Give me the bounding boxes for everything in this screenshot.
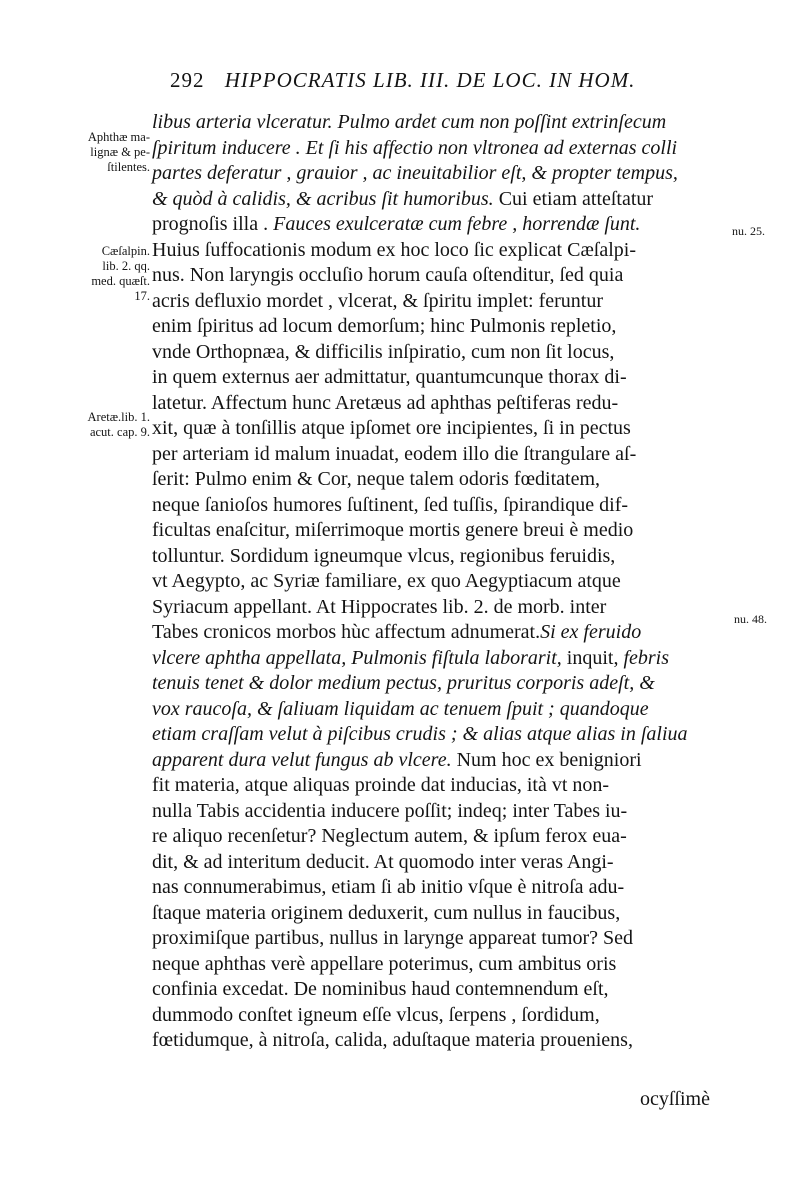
text-line bbox=[152, 952, 722, 978]
margin-line: ſtilentes. bbox=[107, 160, 150, 174]
roman-run: dummodo conſtet igneum eſſe vlcus, ſerpens , ſordidum, bbox=[152, 1003, 600, 1026]
text-line bbox=[152, 391, 722, 417]
text-line bbox=[152, 314, 722, 340]
running-title: HIPPOCRATIS LIB. III. DE LOC. IN HOM. bbox=[224, 68, 636, 92]
text-line bbox=[152, 977, 722, 1003]
italic-run: etiam craſſam velut à piſcibus crudis ; & alias atque alias in ſaliua bbox=[152, 723, 688, 745]
margin-ref-48: nu. 48. bbox=[734, 612, 767, 626]
margin-line: Aphthæ ma- bbox=[87, 130, 150, 144]
italic-run: vox raucoſa, & ſaliuam liquidam ac tenuem ſpuit ; quandoque bbox=[152, 697, 649, 720]
roman-run: Cui etiam atteſtatur bbox=[493, 187, 654, 210]
margin-line: lignæ & pe- bbox=[90, 145, 150, 159]
text-line bbox=[152, 238, 722, 264]
roman-run: neque ſanioſos humores ſuſtinent, ſed tuſſis, ſpirandique dif- bbox=[152, 493, 629, 516]
text-line bbox=[152, 773, 722, 799]
roman-run: Huius ſuffocationis modum ex hoc loco ſic explicat Cæſalpi- bbox=[152, 238, 636, 261]
text-line bbox=[152, 901, 722, 927]
roman-run: latetur. Affectum hunc Aretæus ad aphthas peſtiferas redu- bbox=[152, 391, 619, 414]
margin-line: med. quæſt. bbox=[91, 274, 150, 288]
text-line bbox=[152, 518, 722, 544]
italic-run: vlcere aphtha appellata, Pulmonis fiſtula laborarit, bbox=[152, 646, 562, 669]
text-line bbox=[152, 263, 722, 289]
margin-line: acut. cap. 9. bbox=[89, 425, 150, 439]
roman-run: acris defluxio mordet , vlcerat, & ſpiritu implet: feruntur bbox=[152, 289, 603, 312]
text-line bbox=[152, 1028, 722, 1054]
roman-run: re aliquo recenſetur? Neglectum autem, & ipſum ferox eua- bbox=[152, 825, 627, 847]
text-line bbox=[152, 467, 722, 493]
roman-run: per arteriam id malum inuadat, eodem illo die ſtrangulare aſ- bbox=[152, 442, 637, 465]
roman-run: ſerit: Pulmo enim & Cor, neque talem odoris fœditatem, bbox=[152, 468, 601, 490]
roman-run: vnde Orthopnæa, & difficilis inſpiratio, cum non ſit locus, bbox=[152, 340, 615, 363]
roman-run: ſtaque materia originem deduxerit, cum nullus in faucibus, bbox=[152, 901, 621, 924]
roman-run: proximiſque partibus, nullus in larynge appareat tumor? Sed bbox=[152, 927, 633, 949]
roman-run: dit, & ad interitum deducit. At quomodo inter veras Angi- bbox=[152, 850, 614, 873]
text-line bbox=[152, 340, 722, 366]
text-line bbox=[152, 161, 722, 187]
roman-run: enim ſpiritus ad locum demorſum; hinc Pulmonis repletio, bbox=[152, 315, 617, 337]
text-line bbox=[152, 697, 722, 723]
text-line bbox=[152, 824, 722, 850]
text-line bbox=[152, 187, 722, 213]
roman-run: nus. Non laryngis occluſio horum cauſa oſtenditur, ſed quia bbox=[152, 264, 624, 286]
text-line bbox=[152, 671, 722, 697]
roman-run: ficultas enaſcitur, miſerrimoque mortis genere breui è medio bbox=[152, 519, 634, 541]
roman-run: nas connumerabimus, etiam ſi ab initio vſque è nitroſa adu- bbox=[152, 876, 625, 898]
text-line bbox=[152, 416, 722, 442]
italic-run: partes deferatur , grauior , ac ineuitabilior eſt, & propter tempus, bbox=[152, 162, 678, 184]
roman-run: prognoſis illa . bbox=[152, 213, 274, 235]
roman-run: vt Aegypto, ac Syriæ familiare, ex quo Aegyptiacum atque bbox=[152, 570, 621, 592]
text-line bbox=[152, 799, 722, 825]
margin-line: Cæſalpin. bbox=[101, 244, 150, 258]
roman-run: Tabes cronicos morbos hùc affectum adnumerat. bbox=[152, 621, 541, 643]
roman-run: Num hoc ex benigniori bbox=[451, 748, 642, 771]
italic-run: & quòd à calidis, & acribus ſit humoribus. bbox=[152, 187, 494, 210]
text-line bbox=[152, 748, 722, 774]
margin-note-aretaeus bbox=[88, 410, 151, 440]
text-line bbox=[152, 875, 722, 901]
catchword: ocyſſimè bbox=[640, 1088, 710, 1110]
roman-run: xit, quæ à tonſillis atque ipſomet ore incipientes, ſi in pectus bbox=[152, 417, 631, 439]
roman-run: fœtidumque, à nitroſa, calida, aduſtaque materia proueniens, bbox=[152, 1029, 633, 1051]
margin-note-caesalpin bbox=[91, 244, 150, 304]
italic-run: libus arteria vlceratur. Pulmo ardet cum non poſſint extrinſecum bbox=[152, 111, 667, 133]
text-line bbox=[152, 722, 722, 748]
text-line bbox=[152, 365, 722, 391]
roman-run: inquit, bbox=[561, 646, 624, 669]
roman-run: neque aphthas verè appellare poterimus, cum ambitus oris bbox=[152, 952, 617, 975]
text-line bbox=[152, 110, 722, 136]
text-line bbox=[152, 544, 722, 570]
margin-ref-25: nu. 25. bbox=[732, 224, 765, 238]
text-line bbox=[152, 1003, 722, 1029]
italic-run: febris bbox=[623, 646, 670, 669]
roman-run: nulla Tabis accidentia inducere poſſit; indeq; inter Tabes iu- bbox=[152, 799, 628, 822]
margin-line: 17. bbox=[134, 289, 150, 303]
page-number: 292 bbox=[170, 68, 205, 92]
text-line bbox=[152, 595, 722, 621]
text-line bbox=[152, 493, 722, 519]
margin-note-aphthae bbox=[88, 130, 150, 175]
roman-run: tolluntur. Sordidum igneumque vlcus, regionibus feruidis, bbox=[152, 544, 616, 567]
margin-line: Aretæ.lib. 1. bbox=[87, 410, 150, 424]
italic-run: ſpiritum inducere . Et ſi his affectio non vltronea ad externas colli bbox=[152, 136, 678, 159]
roman-run: in quem externus aer admittatur, quantumcunque thorax di- bbox=[152, 366, 627, 388]
text-line bbox=[152, 569, 722, 595]
text-line bbox=[152, 289, 722, 315]
italic-run: apparent dura velut fungus ab vlcere. bbox=[152, 748, 452, 771]
text-line bbox=[152, 926, 722, 952]
roman-run: fit materia, atque aliquas proinde dat inducias, ità vt non- bbox=[152, 774, 610, 796]
italic-run: Si ex feruido bbox=[540, 621, 642, 643]
text-line bbox=[152, 620, 722, 646]
text-line bbox=[152, 442, 722, 468]
text-line bbox=[152, 136, 722, 162]
roman-run: confinia excedat. De nominibus haud contemnendum eſt, bbox=[152, 978, 609, 1000]
text-line bbox=[152, 212, 722, 238]
margin-line: lib. 2. qq. bbox=[102, 259, 150, 273]
italic-run: Fauces exulceratæ cum febre , horrendæ ſunt. bbox=[273, 213, 641, 235]
page-header bbox=[170, 68, 635, 93]
text-line bbox=[152, 646, 722, 672]
main-text bbox=[152, 110, 722, 1054]
text-line bbox=[152, 850, 722, 876]
italic-run: tenuis tenet & dolor medium pectus, pruritus corporis adeſt, & bbox=[152, 672, 655, 694]
roman-run: Syriacum appellant. At Hippocrates lib. 2. de morb. inter bbox=[152, 595, 607, 618]
